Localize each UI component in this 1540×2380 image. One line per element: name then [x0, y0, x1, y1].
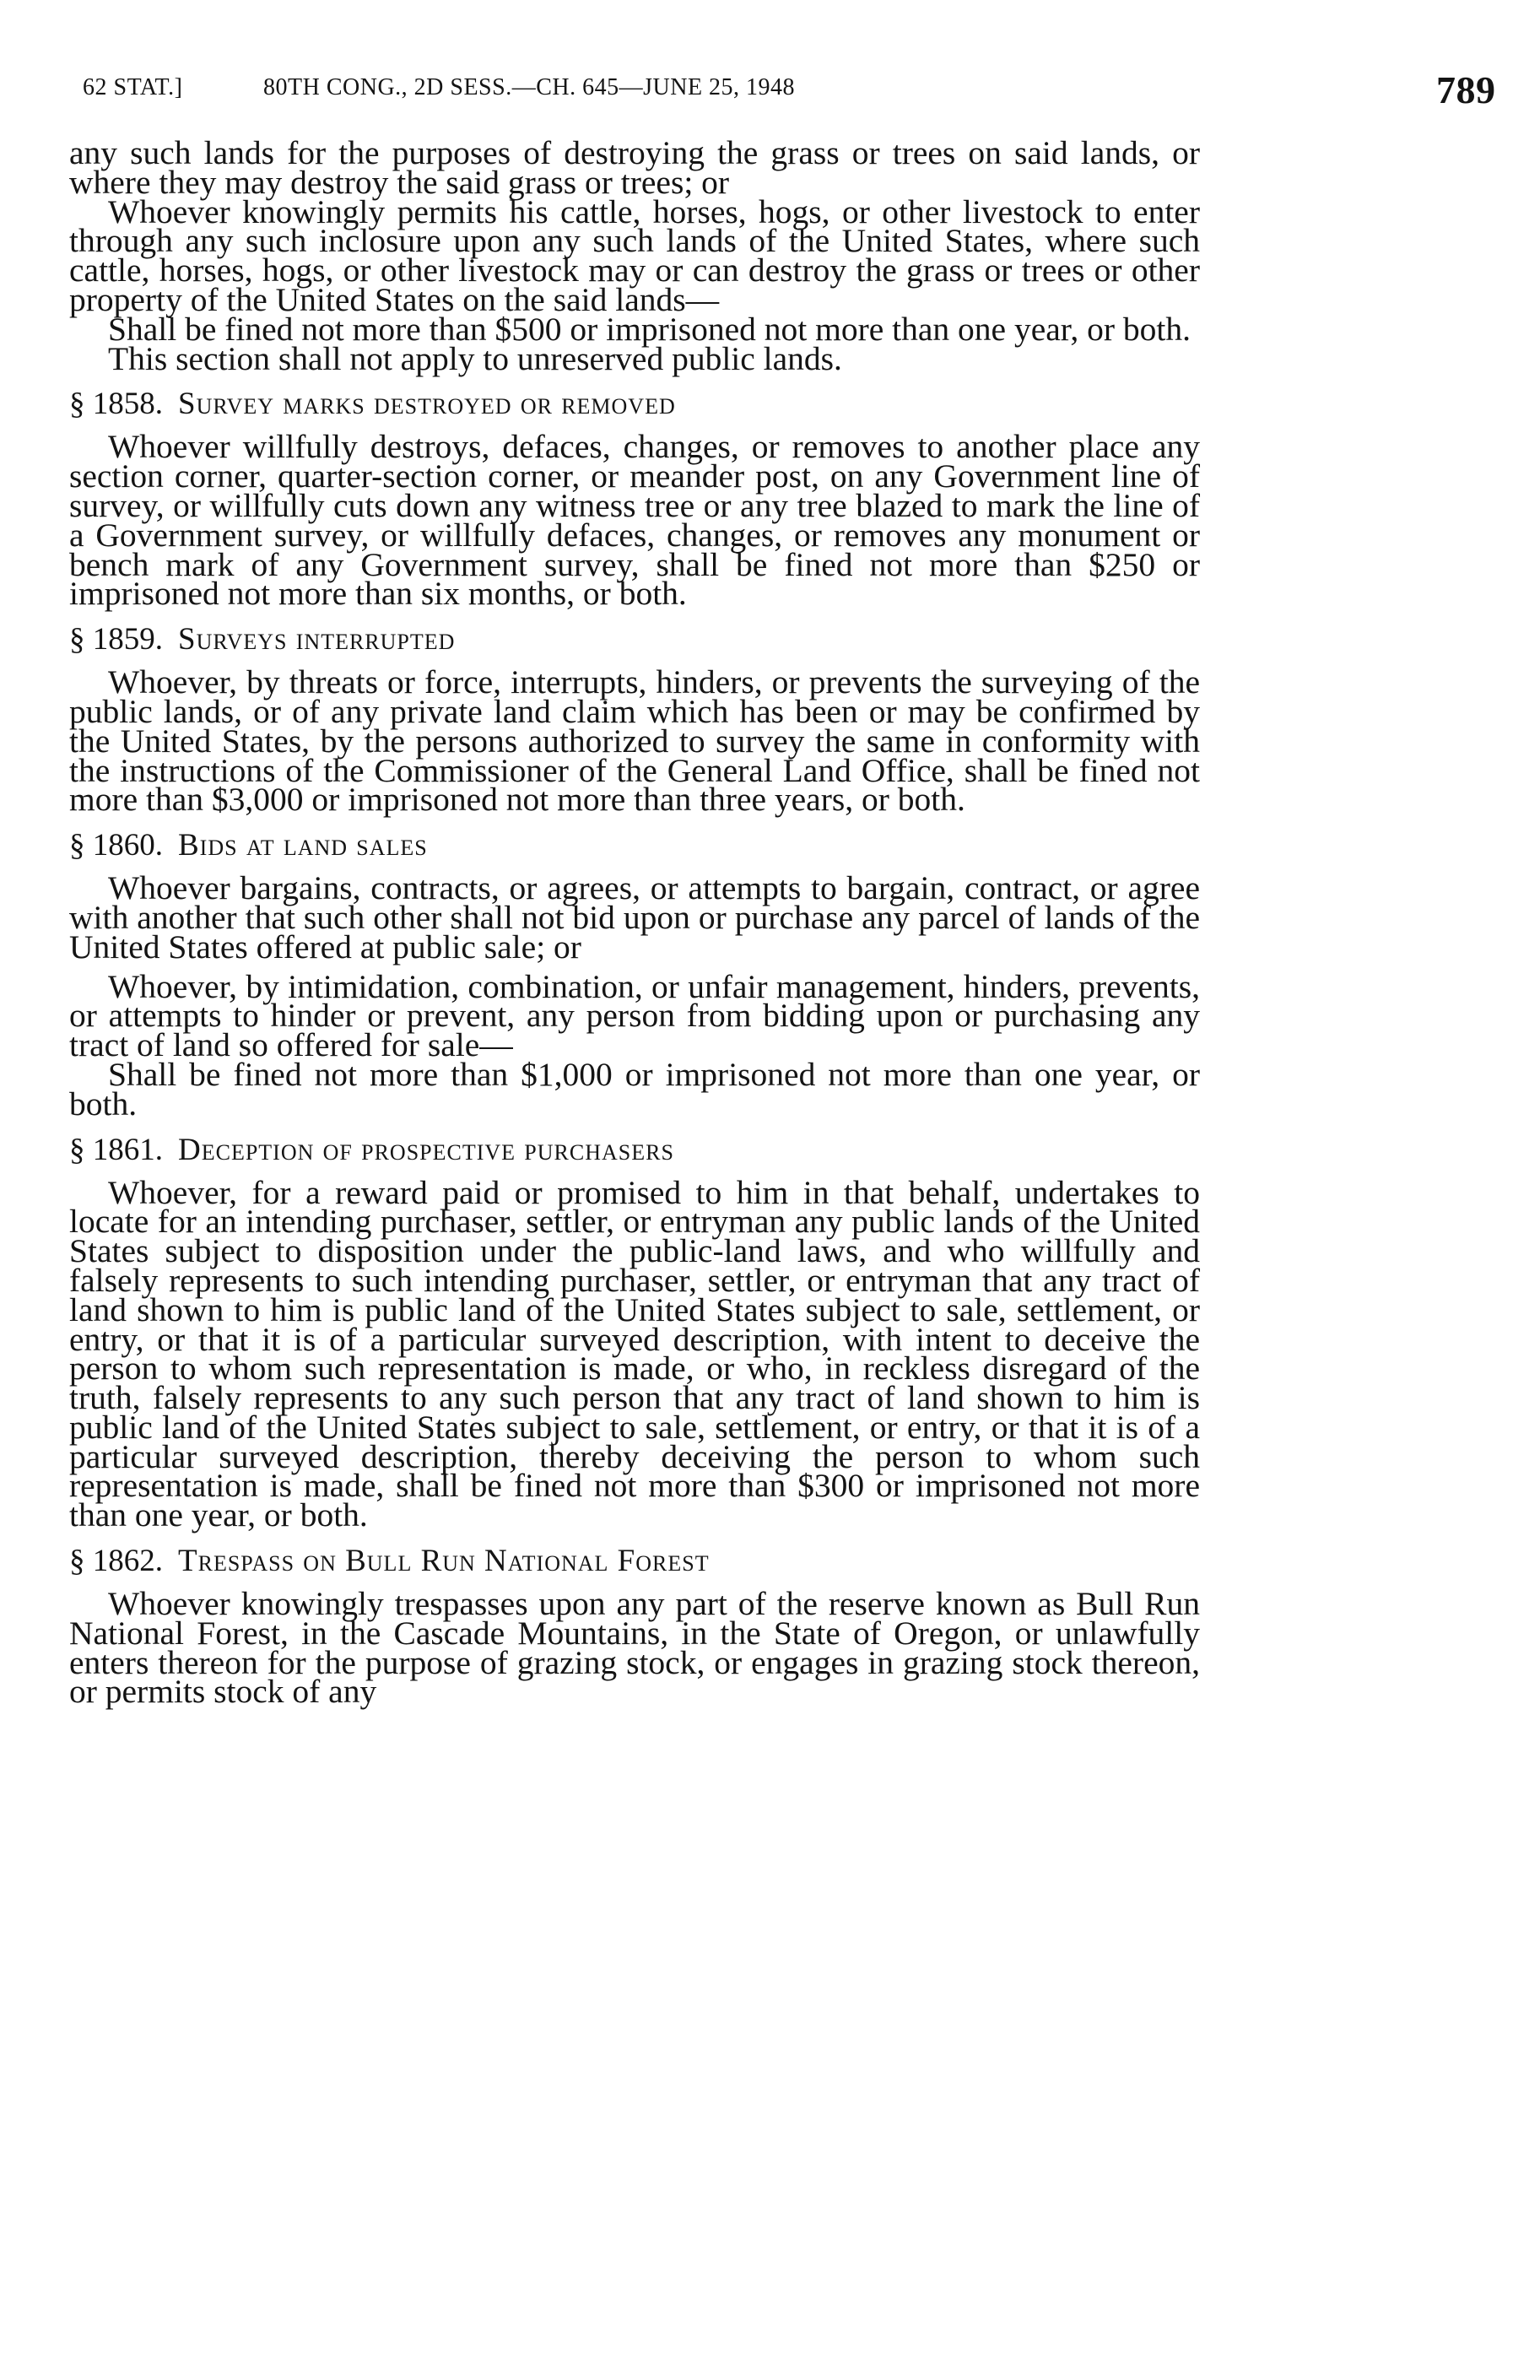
section-title: Survey marks destroyed or removed	[178, 387, 676, 422]
paragraph: This section shall not apply to unreserved public lands.	[108, 339, 842, 377]
section-number: § 1860.	[69, 828, 163, 863]
section-heading-1861	[69, 1134, 1200, 1166]
paragraph: Shall be fined not more than $1,000 or imprisoned not more than one year, or both.	[69, 1055, 1200, 1122]
section-number: § 1859.	[69, 622, 163, 657]
section-title: Bids at land sales	[178, 828, 428, 863]
section-title: Trespass on Bull Run National Forest	[178, 1544, 710, 1579]
statute-body	[69, 134, 1200, 1711]
paragraph: Whoever, by threats or force, interrupts, hinders, or prevents the surveying of the public lands, or of any private land claim which has been or may be confirmed by the United States, by the persons authorized to survey the same in conformity with the instructions of the Commissioner of the General Land Office, shall be fined not more than $3,000 or imprisoned not more than three years, or both.	[69, 663, 1200, 819]
section-title: Surveys interrupted	[178, 622, 456, 657]
section-heading-1860	[69, 830, 1200, 862]
paragraph: Shall be fined not more than $500 or imprisoned not more than one year, or both.	[108, 310, 1191, 348]
paragraph: Whoever willfully destroys, defaces, changes, or removes to another place any section corner, quarter-section corner, or meander post, on any Government line of survey, or willfully cuts down any witness tree or any tree blazed to mark the line of a Government survey, or willfully defaces, changes, or removes any monument or bench mark of any Government survey, shall be fined not more than $250 or imprisoned not more than six months, or both.	[69, 428, 1200, 613]
statute-page	[69, 68, 1496, 1711]
paragraph: Whoever, by intimidation, combination, or unfair management, hinders, prevents, or attempts to hinder or prevent, any person from bidding upon or purchasing any tract of land so offered for sale—	[69, 967, 1200, 1064]
section-number: § 1858.	[69, 387, 163, 422]
page-number: 789	[1436, 68, 1496, 111]
section-heading-1859	[69, 624, 1200, 656]
volume-citation: 62 STAT.]	[83, 74, 183, 100]
continued-paragraph: any such lands for the purposes of destroying the grass or trees on said lands, or where they may destroy the said grass or trees; or	[69, 134, 1200, 201]
paragraph: Whoever bargains, contracts, or agrees, or attempts to bargain, contract, or agree with another that such other shall not bid upon or purchase any parcel of lands of the United States offered at public sale; or	[69, 869, 1200, 966]
section-heading-1858	[69, 388, 1200, 420]
section-title: Deception of prospective purchasers	[178, 1132, 674, 1167]
section-number: § 1861.	[69, 1132, 163, 1167]
paragraph: Whoever, for a reward paid or promised to him in that behalf, undertakes to locate for an intending purchaser, settler, or entryman any public lands of the United States subject to disposition under the public-land laws, and who willfully and falsely represents to such intending purchaser, settler, or entryman that any tract of land shown to him is public land of the United States subject to sale, settlement, or entry, or that it is of a particular surveyed description, with intent to deceive the person to whom such representation is made, or who, in reckless disregard of the truth, falsely represents to any such person that any tract of land shown to him is public land of the United States subject to sale, settlement, or entry, or that it is of a particular surveyed description, thereby deceiving the person to whom such representation is made, shall be fined not more than $300 or imprisoned not more than one year, or both.	[69, 1173, 1200, 1534]
paragraph: Whoever knowingly permits his cattle, horses, hogs, or other livestock to enter through any such inclosure upon any such lands of the United States, where such cattle, horses, hogs, or other livestock may or can destroy the grass or trees or other property of the United States on the said lands—	[69, 192, 1200, 318]
section-heading-1862	[69, 1545, 1200, 1577]
section-number: § 1862.	[69, 1544, 163, 1579]
session-chapter-date: 80TH CONG., 2D SESS.—CH. 645—JUNE 25, 1948	[263, 74, 796, 100]
paragraph: Whoever knowingly trespasses upon any part of the reserve known as Bull Run National Forest, in the Cascade Mountains, in the State of Oregon, or unlawfully enters thereon for the purpose of grazing stock, or engages in grazing stock thereon, or permits stock of any	[69, 1585, 1200, 1711]
